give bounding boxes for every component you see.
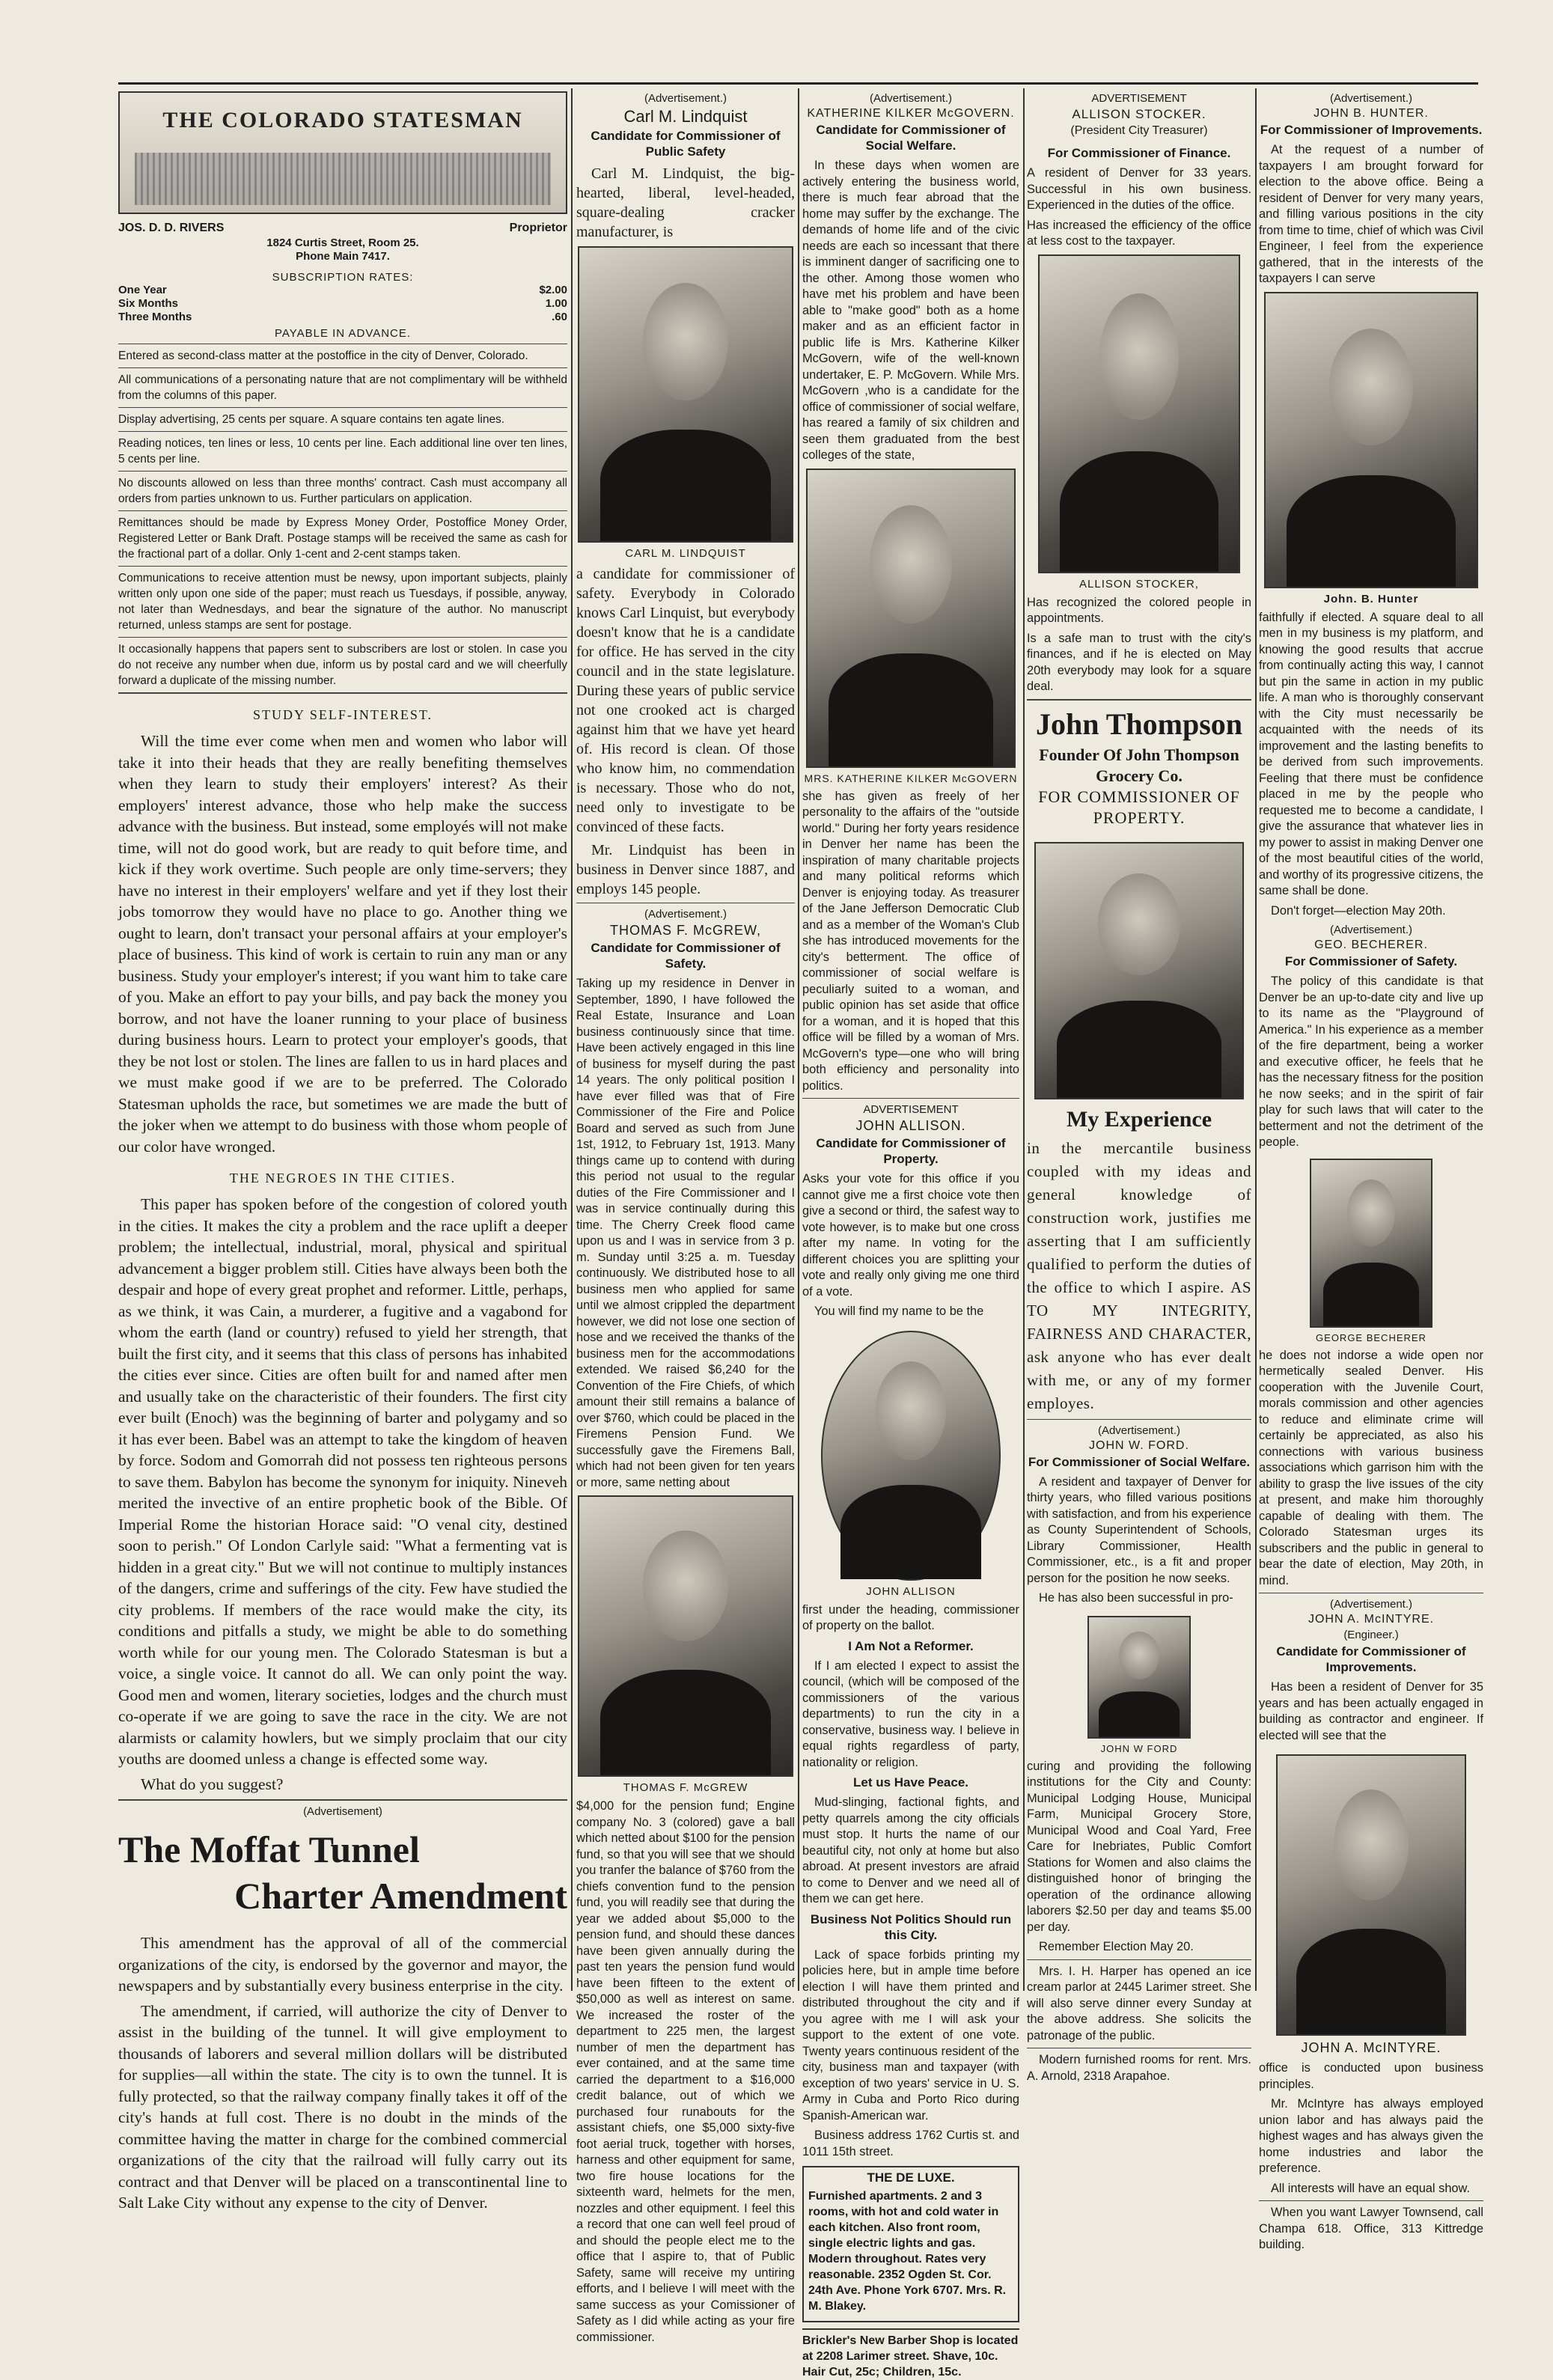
mcintyre-candidacy: Candidate for Commissioner of Improvements. [1276,1644,1466,1674]
moffat-title-line2: Charter Amendment [234,1875,567,1917]
mcintyre-text: Mr. McIntyre has always employed union labor and has always paid the highest wages and has always given the home industries and labor the preference. [1259,2097,1483,2175]
ad-label: (Advertisement.) [1329,92,1413,105]
study-title: STUDY SELF-INTEREST. [253,707,433,722]
divider [118,1799,567,1801]
mcgrew-caption: THOMAS F. McGREW [623,1781,748,1794]
ford-text: curing and providing the following institutions for the City and County: Municipal Lodging House, Municipal Farm, Municipal Grocery Store, Municipal Wood and Coal Yard, Free Care for Inebriates, Public Comfort Stations for Women and also claims the distinguished honor of bringing the operation of the ordinance allowing laborers $2.50 per day and teams $5.00 per day. [1027,1759,1251,1934]
moffat-title-line1: The Moffat Tunnel [118,1828,420,1870]
ford-text: Remember Election May 20. [1039,1940,1194,1953]
masthead-illustration [135,153,551,205]
rate-price: .60 [552,311,567,323]
thompson-heading: My Experience [1066,1106,1212,1132]
hunter-text: faithfully if elected. A square deal to all men in my business is my platform, and knowing the good results that accrue from continually acting this way, I cannot but pin the same in action in my public life. A man who is thoroughly conservant with the City must necessarily be acquainted with the needs of its improvement and the lasting benefits to be derived from such improvements. Feeling that there must be confidence placed in me by the people who requested me to become a candidate, I give the assurance that whatever lies in my power to assist in making Denver one of the most beautiful cities of the world, and worthy of its progressive citizens, the same shall be done. [1259,610,1483,897]
top-rule [118,82,1478,85]
column-rule [571,88,573,1991]
thompson-for: FOR COMMISSIONER OF PROPERTY. [1038,787,1240,827]
rate-price: $2.00 [539,284,567,296]
thompson-founder: Founder Of John Thompson Grocery Co. [1039,745,1239,785]
notice: No discounts allowed on less than three months' contract. Cash must accompany all orders from parties unknown to us. Further particulars on application. [118,477,567,505]
mcgovern-candidacy: Candidate for Commissioner of Social Welfare. [816,123,1006,153]
lindquist-portrait [578,246,793,543]
stocker-name: ALLISON STOCKER. [1072,107,1206,121]
divider [118,566,567,567]
ad-label: (Advertisement.) [1097,1424,1181,1437]
harper-notice: Mrs. I. H. Harper has opened an ice cream parlor at 2445 Larimer street. She will also serve dinner every Sunday at the above address. She solicits the patronage of the public. [1027,1964,1251,2042]
column-stocker-thompson-ford [1027,91,1251,2083]
ad-label: (Advertisement.) [644,908,727,921]
mcgrew-text: $4,000 for the pension fund; Engine company No. 3 (colored) gave a ball which netted about $100 for the pension fund, so that you will see that we should you tranfer the balance of $760 from the chiefs convention fund to the pension fund, you will readily see that during the year we added about $5,000 to the pension fund, and should these dances have been given annually during the past ten years the pension fund would have been fifteen to the extent of $50,000 as well as interest on same. We increased the roster of the department to 225 men, the largest number of men the department has ever contained, and at the same time carried the department to a $16,000 credit balance, out of which we purchased four runabouts for the assistant chiefs, one $5,000 sixty-five foot aerial truck, together with horses, harness and other equipment for same, two fire house locations for the sixteenth ward, helmets for the men, nozzles and other equipment. I feel this a record that one can well feel proud of and should the people elect me to the office that I aspire to, that of Public Safety, same will receive my untiring efforts, and I believe I will meet with the same success as your Comissioner of Safety as I did while acting as your fire commissioner. [576,1799,795,2344]
townsend-notice: When you want Lawyer Townsend, call Champa 618. Office, 313 Kittredge building. [1259,2206,1483,2251]
becherer-candidacy: For Commissioner of Safety. [1284,954,1458,968]
stocker-text: Is a safe man to trust with the city's finances, and if he is elected on May 20th everybody may look for a square deal. [1027,631,1251,693]
becherer-portrait [1310,1159,1433,1328]
mcintyre-text: Has been a resident of Denver for 35 years and has been actually engaged in building as contractor and engineer. If elected will see that the [1259,1680,1483,1742]
hunter-portrait [1264,292,1478,588]
allison-subhead: I Am Not a Reformer. [848,1638,974,1653]
column-rule [1023,88,1025,1991]
becherer-caption: GEORGE BECHERER [1316,1331,1427,1343]
column-lindquist-mcgrew [576,91,795,2344]
address: 1824 Curtis Street, Room 25. [266,237,419,249]
stocker-text: Has increased the efficiency of the office at less cost to the taxpayer. [1027,218,1251,248]
deluxe-ad [802,2166,1019,2322]
ford-text: A resident and taxpayer of Denver for thirty years, who filled various positions with satisfaction, and from his experience as County Superintendent of Schools, Library Commissioner, Health Commissioner, etc., is a fit and proper person for the position he now seeks. [1027,1474,1251,1585]
allison-caption: JOHN ALLISON [866,1584,956,1598]
ford-candidacy: For Commissioner of Social Welfare. [1028,1454,1251,1469]
column-hunter-becherer-mcintyre [1259,91,1483,2251]
masthead [118,91,567,214]
mcgovern-text: In these days when women are actively entering the business world, there is much fear abroad that the home may suffer by the exchange. The demands of home life and of the civic needs are each so incessant that there is imminent danger of sacrificing one to the other. Among those women who have met his problem and have been able to "make good" both as a home maker and as an efficient factor in public life is Mrs. Katherine Kilker McGovern, wife of the well-known undertaker, E. P. McGovern. While Mrs. McGovern ,who is a candidate for the office of commissioner of social welfare, has reared a family of six children and seen them graduated from the best colleges of the state, [802,159,1019,462]
divider [1259,2200,1483,2201]
allison-text: Lack of space forbids printing my policies here, but in ample time before election I will have them printed and distributed throughout the city and if you agree with me I will ask your support to the extent of one vote. Twenty years continuous resident of the city, business man and taxpayer (with exception of two years' service in U. S. Army in Cuba and Porto Rico during Spanish-American war. [802,1947,1019,2123]
allison-subhead: Business Not Politics Should run this City. [810,1911,1012,1942]
mcgrew-text: Taking up my residence in Denver in September, 1890, I have followed the Real Estate, Insurance and Loan business continuously since that time. Have been actively engaged in this line of business for myself during the past 14 years. The only political position I have ever filled was that of Fire Commissioner of the Fire and Police Board and served as such from June 1st, 1912, to February 1st, 1913. Many things came up to contend with during this period not usual to the regular duties of the Fire Commissioner and I was in service continually during this time. The Cherry Creek flood came upon us and I was in service from 3 p. m. Sunday until 3:25 a. m. Tuesday continuously. We distributed hose to all business men who applied for same until we almost crippled the department however, we did not lose one section of hose and we received the thanks of the business men for the accommodations extended. We raised $6,240 for the Convention of the Fire Chiefs, of which amount their still remains a balance of over $760, which could be placed in the Firemens Pension Fund. We successfully gave the Firemens Ball, which had not been given for ten years or more, same netting about [576,977,795,1489]
mcgovern-caption: MRS. KATHERINE KILKER McGOVERN [804,772,1018,784]
column-rule [798,88,799,1991]
rate-price: 1.00 [545,297,567,310]
notice: Communications to receive attention must be newsy, upon important subjects, plainly written only upon one side of the paper; must reach us Tuesdays, if possible, anyway, not later than Wednesdays, and bear the signature of the author. No manuscript returned, unless stamps are sent for postage. [118,572,567,632]
proprietor-label: Proprietor [509,222,567,234]
hunter-text: Don't forget—election May 20th. [1271,903,1446,918]
thompson-portrait [1034,842,1244,1099]
hunter-text: At the request of a number of taxpayers I am brought forward for election to the above office. Being a resident of Denver for very many years, and filling various positions in the city from time to time, chief of which was Civil Engineer, I feel from the experience gathered, that in the interests of the taxpayers I can serve [1259,143,1483,285]
divider [118,431,567,432]
becherer-name: GEO. BECHERER. [1314,939,1428,951]
deluxe-title: THE DE LUXE. [867,2170,955,2185]
allison-text: You will find my name to be the [814,1305,984,1318]
divider [118,367,567,368]
mcgovern-portrait [806,469,1016,768]
negroes-title: THE NEGROES IN THE CITIES. [229,1171,457,1186]
phone: Phone Main 7417. [296,250,390,263]
rate-row [118,311,567,324]
mcgrew-name: THOMAS F. McGREW, [609,923,761,938]
ford-portrait [1087,1616,1191,1739]
allison-text: Mud-slinging, factional fights, and petty quarrels among the city officials must stop. It hurts the name of our beautiful city, not only at home but also abroad. At present investors are afraid to come to Denver and we need all of them we can get here. [802,1795,1019,1905]
rate-term: One Year [118,284,167,296]
allison-text: Asks your vote for this office if you cannot give me a first choice vote then give a second or third, the safest way to vote however, is to make but one cross after my name. In voting for the different choices you are splitting your vote and really only giving me one third of a vote. [802,1172,1019,1299]
proprietor-line [118,222,567,235]
ad-label: (Advertisement) [303,1805,382,1818]
notice: Entered as second-class matter at the postoffice in the city of Denver, Colorado. [118,350,528,362]
ford-name: JOHN W. FORD. [1089,1438,1189,1452]
ad-label: (Advertisement.) [869,92,953,105]
lindquist-intro: Carl M. Lindquist, the big-hearted, liberal, level-headed, square-dealing cracker manufacturer, is [576,165,795,240]
moffat-text: The amendment, if carried, will authorize the city of Denver to assist in the building of the tunnel. It will give employment to thousands of laborers and several million dollars will be distributed for supplies—all within the state. The city is to own the tunnel. It is fully protected, so that the railway company finally takes it off of the city's hands at full cost. There is no doubt in the minds of the committee having the matter in charge for the combined commercial organizations of the city that the railroad will fully carry out its contract and that Denver will be placed on a transcontinental line to Salt Lake City without any expense to the city of Denver. [118,2001,567,2212]
hunter-candidacy: For Commissioner of Improvements. [1260,123,1483,137]
stocker-candidacy: For Commissioner of Finance. [1047,146,1231,160]
mcintyre-text: office is conducted upon business principles. [1259,2061,1483,2091]
stocker-position: (President City Treasurer) [1070,124,1208,137]
becherer-text: The policy of this candidate is that Denver be an up-to-date city and live up to its name as the "Playground of America." In his experience as a member of the fire department, being a worker and executive officer, he feels that he has the necessary fitness for the position he now seeks; and in the spirit of fair play for such laws that will cater to the betterment and not the detriment of the people. [1259,974,1483,1149]
mcgrew-portrait [578,1495,793,1777]
ford-text: He has also been successful in pro- [1039,1591,1233,1605]
moffat-text: This amendment has the approval of all of the commercial organizations of the city, is endorsed by the governor and mayor, the newspapers and by substantially every business enterprise in the city. [118,1934,567,1995]
lindquist-caption: CARL M. LINDQUIST [625,547,746,560]
masthead-title: THE COLORADO STATESMAN [162,108,523,132]
stocker-caption: ALLISON STOCKER, [1079,577,1199,591]
notice: It occasionally happens that papers sent to subscribers are lost or stolen. In case you do not receive any number when due, inform us by postal card and we will cheerfully forward a duplicate of the missing number. [118,643,567,687]
mcgrew-candidacy: Candidate for Commissioner of Safety. [591,941,781,971]
allison-text: Business address 1762 Curtis st. and 1011 15th street. [802,2129,1019,2158]
allison-subhead: Let us Have Peace. [852,1775,969,1789]
stocker-text: Has recognized the colored people in appointments. [1027,595,1251,625]
thompson-text: in the mercantile business coupled with my ideas and general knowledge of construction work, justifies me asserting that I am sufficiently qualified to perform the duties of the office to which I aspire. AS TO MY INTEGRITY, FAIRNESS AND CHARACTER, ask anyone who has ever dealt with me, or any of my former employes. [1027,1138,1251,1412]
notice: Reading notices, ten lines or less, 10 cents per line. Each additional line over ten lines, 5 cents per line. [118,437,567,466]
proprietor-name: JOS. D. D. RIVERS [118,222,225,234]
lindquist-text: a candidate for commissioner of safety. Everybody in Colorado knows Carl Linquist, but everybody doesn't know that he is a candidate for office. He has served in the city council and in the state legislature. During these years of public service not one crooked act is charged against him that we have yet heard of. His record is clean. Of those who know him, no commendation is necessary. Those who do not, need only to investigate to be convinced of these facts. [576,566,795,835]
mcintyre-text: All interests will have an equal show. [1271,2181,1471,2195]
divider [1027,1419,1251,1420]
notice: Remittances should be made by Express Money Order, Postoffice Money Order, Registered Letter or Bank Draft. Postage stamps will be received the same as cash for the fractional part of a dollar. Only 1-cent and 2-cent stamps taken. [118,516,567,561]
divider [802,1098,1019,1099]
stocker-portrait [1038,254,1240,573]
becherer-text: he does not indorse a wide open nor hermetically sealed Denver. His cooperation with the Juvenile Court, morals commission and other agencies to reduce and eliminate crime will certainly be appreciated, as also his connections with various business associations which garrison him with the ability to grasp the live issues of the city at present, and make him thoroughly capable of dealing with them. The Colorado Statesman urges its subscribers and the public in general to bear the date of election, May 20th, in mind. [1259,1348,1483,1587]
divider [118,471,567,472]
mcintyre-position: (Engineer.) [1343,1629,1399,1641]
ad-label: (Advertisement.) [1329,1598,1413,1611]
stocker-text: A resident of Denver for 33 years. Successful in his own business. Experienced in the duties of the office. [1027,166,1251,212]
arnold-notice: Modern furnished rooms for rent. Mrs. A. Arnold, 2318 Arapahoe. [1027,2053,1251,2083]
column-rule [1255,88,1257,1991]
thompson-name: John Thompson [1035,707,1243,741]
negroes-question: What do you suggest? [141,1775,284,1793]
rate-row [118,284,567,297]
divider [118,692,567,694]
ad-label: ADVERTISEMENT [863,1103,959,1116]
divider [118,510,567,511]
column-editorial [118,91,567,2212]
mcgovern-name: KATHERINE KILKER McGOVERN. [807,107,1015,120]
mcintyre-name: JOHN A. McINTYRE. [1308,1613,1435,1626]
rate-term: Six Months [118,297,179,310]
mcintyre-caption: JOHN A. McINTYRE. [1301,2040,1441,2055]
subscription-heading: SUBSCRIPTION RATES: [272,271,414,284]
mcgovern-text: she has given as freely of her personality to the affairs of the "outside world." During her forty years residence in Denver her name has been the inspiration of many charitable projects and many political reforms which Denver is enjoying today. As treasurer of the Jane Jefferson Democratic Club and as a member of the Woman's Club she has introduced movements for the city's betterment. The office of commissioner of social welfare is peculiarly suited to a woman, and public opinion has set aside that office for a woman, and it is hoped that this office will be filled by a woman of Mrs. McGovern's type—one who will bring both efficiency and personality into politics. [802,789,1019,1093]
brickler-ad: Brickler's New Barber Shop is located at 2208 Larimer street. Shave, 10c. Hair Cut, 25c; Children, 15c. [802,2328,1019,2380]
ad-label: (Advertisement.) [1329,924,1413,936]
divider [118,407,567,408]
rate-term: Three Months [118,311,192,323]
ad-label: (Advertisement.) [644,92,727,105]
ad-label: ADVERTISEMENT [1091,92,1187,105]
allison-text: If I am elected I expect to assist the council, (which will be composed of the commissioners of the various departments) to run the city in a conservative, business way. I believe in equal rights regardless of party, nationality or religion. [802,1659,1019,1769]
notice: All communications of a personating nature that are not complimentary will be withheld from the columns of this paper. [118,373,567,402]
payable-note: PAYABLE IN ADVANCE. [274,327,412,340]
divider [1027,1959,1251,1960]
divider [118,637,567,638]
allison-text: first under the heading, commissioner of property on the ballot. [802,1602,1019,1632]
mcintyre-portrait [1276,1754,1466,2036]
lindquist-name: Carl M. Lindquist [623,107,748,126]
column-mcgovern-allison [802,91,1019,2379]
allison-name: JOHN ALLISON. [855,1118,966,1133]
study-text: Will the time ever come when men and women who labor will take it into their heads that they are really benefiting themselves when they learn to study their employers' interest? As their employers' interest advance, those who help make the success advance with the business. But instead, some employés will not make time, will not do good work, but are ready to quit before time, and kick if they work overtime. Such people are only time-servers; they have no interest in their employers' welfare and yet if they lost their jobs tomorrow they would have no place to go. Another thing we ought to learn, don't transact your personal affairs at your employer's place of business. This kind of work is certain to ruin any man or any business. Study your employer's interest; if you want him to take care of you. Make an effort to pay your bills, and pay back the money you borrow, and not have the loaner running to your place of business during business hours. Learn to protect your employer's goods, that they be not lost or stolen. The lines are fallen to us in hard places and we must make good if we are to be preferred. The Colorado Statesman upholds the race, but sometimes we are made the butt of the joker when we attempt to do business with those whom people of our color have wronged. [118,732,567,1156]
allison-portrait [821,1331,1001,1581]
hunter-name: JOHN B. HUNTER. [1314,107,1429,120]
allison-candidacy: Candidate for Commissioner of Property. [816,1136,1006,1166]
divider [1027,699,1251,701]
lindquist-text: Mr. Lindquist has been in business in Denver since 1887, and employs 145 people. [576,842,795,897]
lindquist-candidacy: Candidate for Commissioner of Public Safety [591,129,781,159]
hunter-caption: John. B. Hunter [1323,592,1419,605]
rate-row [118,297,567,311]
negroes-text: This paper has spoken before of the congestion of colored youth in the cities. It makes the city a problem and the race uplift a deeper problem; the intellectual, industrial, moral, physical and spiritual advancement a bigger problem still. Cities have always been both the despair and hope of every great prophet and reformer. Little, perhaps, as we think, it was Cain, a murderer, a fugitive and a vagabond for whom the earth (land or country) refused to yield her strength, that built the first city, and it seems that this class of persons has inhabited the cities ever since. Cities are often built for and named after men and usually take on the characteristic of their founders. The first city ever built (Enoch) was the beginning of barter and polygamy and so it has ever been. Babel was an attempt to take the kingdom of heaven by force. Sodom and Gomorrah did not possess ten righteous persons to save them. Babylon has become the synonym for iniquity. Nineveh merited the invective of an entire prophetic book of the Bible. Of Imperial Rome the historian Horace said: "O venal city, destined soon to perish." Of London Carlyle said: "What a fermenting vat is hidden in a great city." But we will not continue to multiply instances of the dangers, crime and sufferings of the city. Few have studied the city problems. If members of the race would make the city, its conditions and pitfalls a study, we might be able to do something worth while for our young men. The Colorado Statesman is but a voice, a single voice. It cannot do all. We can only point the way. Good men and women, literary societies, lodges and the church must co-operate if we are going to save the race in the city. We are not alarmists or calamity howlers, but we simply proclaim that our city youths are doomed unless a change is effected some way. [118,1195,567,1768]
notice: Display advertising, 25 cents per square. A square contains ten agate lines. [118,413,505,426]
ford-caption: JOHN W FORD [1100,1742,1178,1754]
deluxe-text: Furnished apartments. 2 and 3 rooms, with hot and cold water in each kitchen. Also front room, single electric lights and gas. Modern throughout. Rates very reasonable. 2352 Ogden St. Cor. 24th Ave. Phone York 6707. Mrs. R. M. Blakey. [808,2190,1007,2313]
